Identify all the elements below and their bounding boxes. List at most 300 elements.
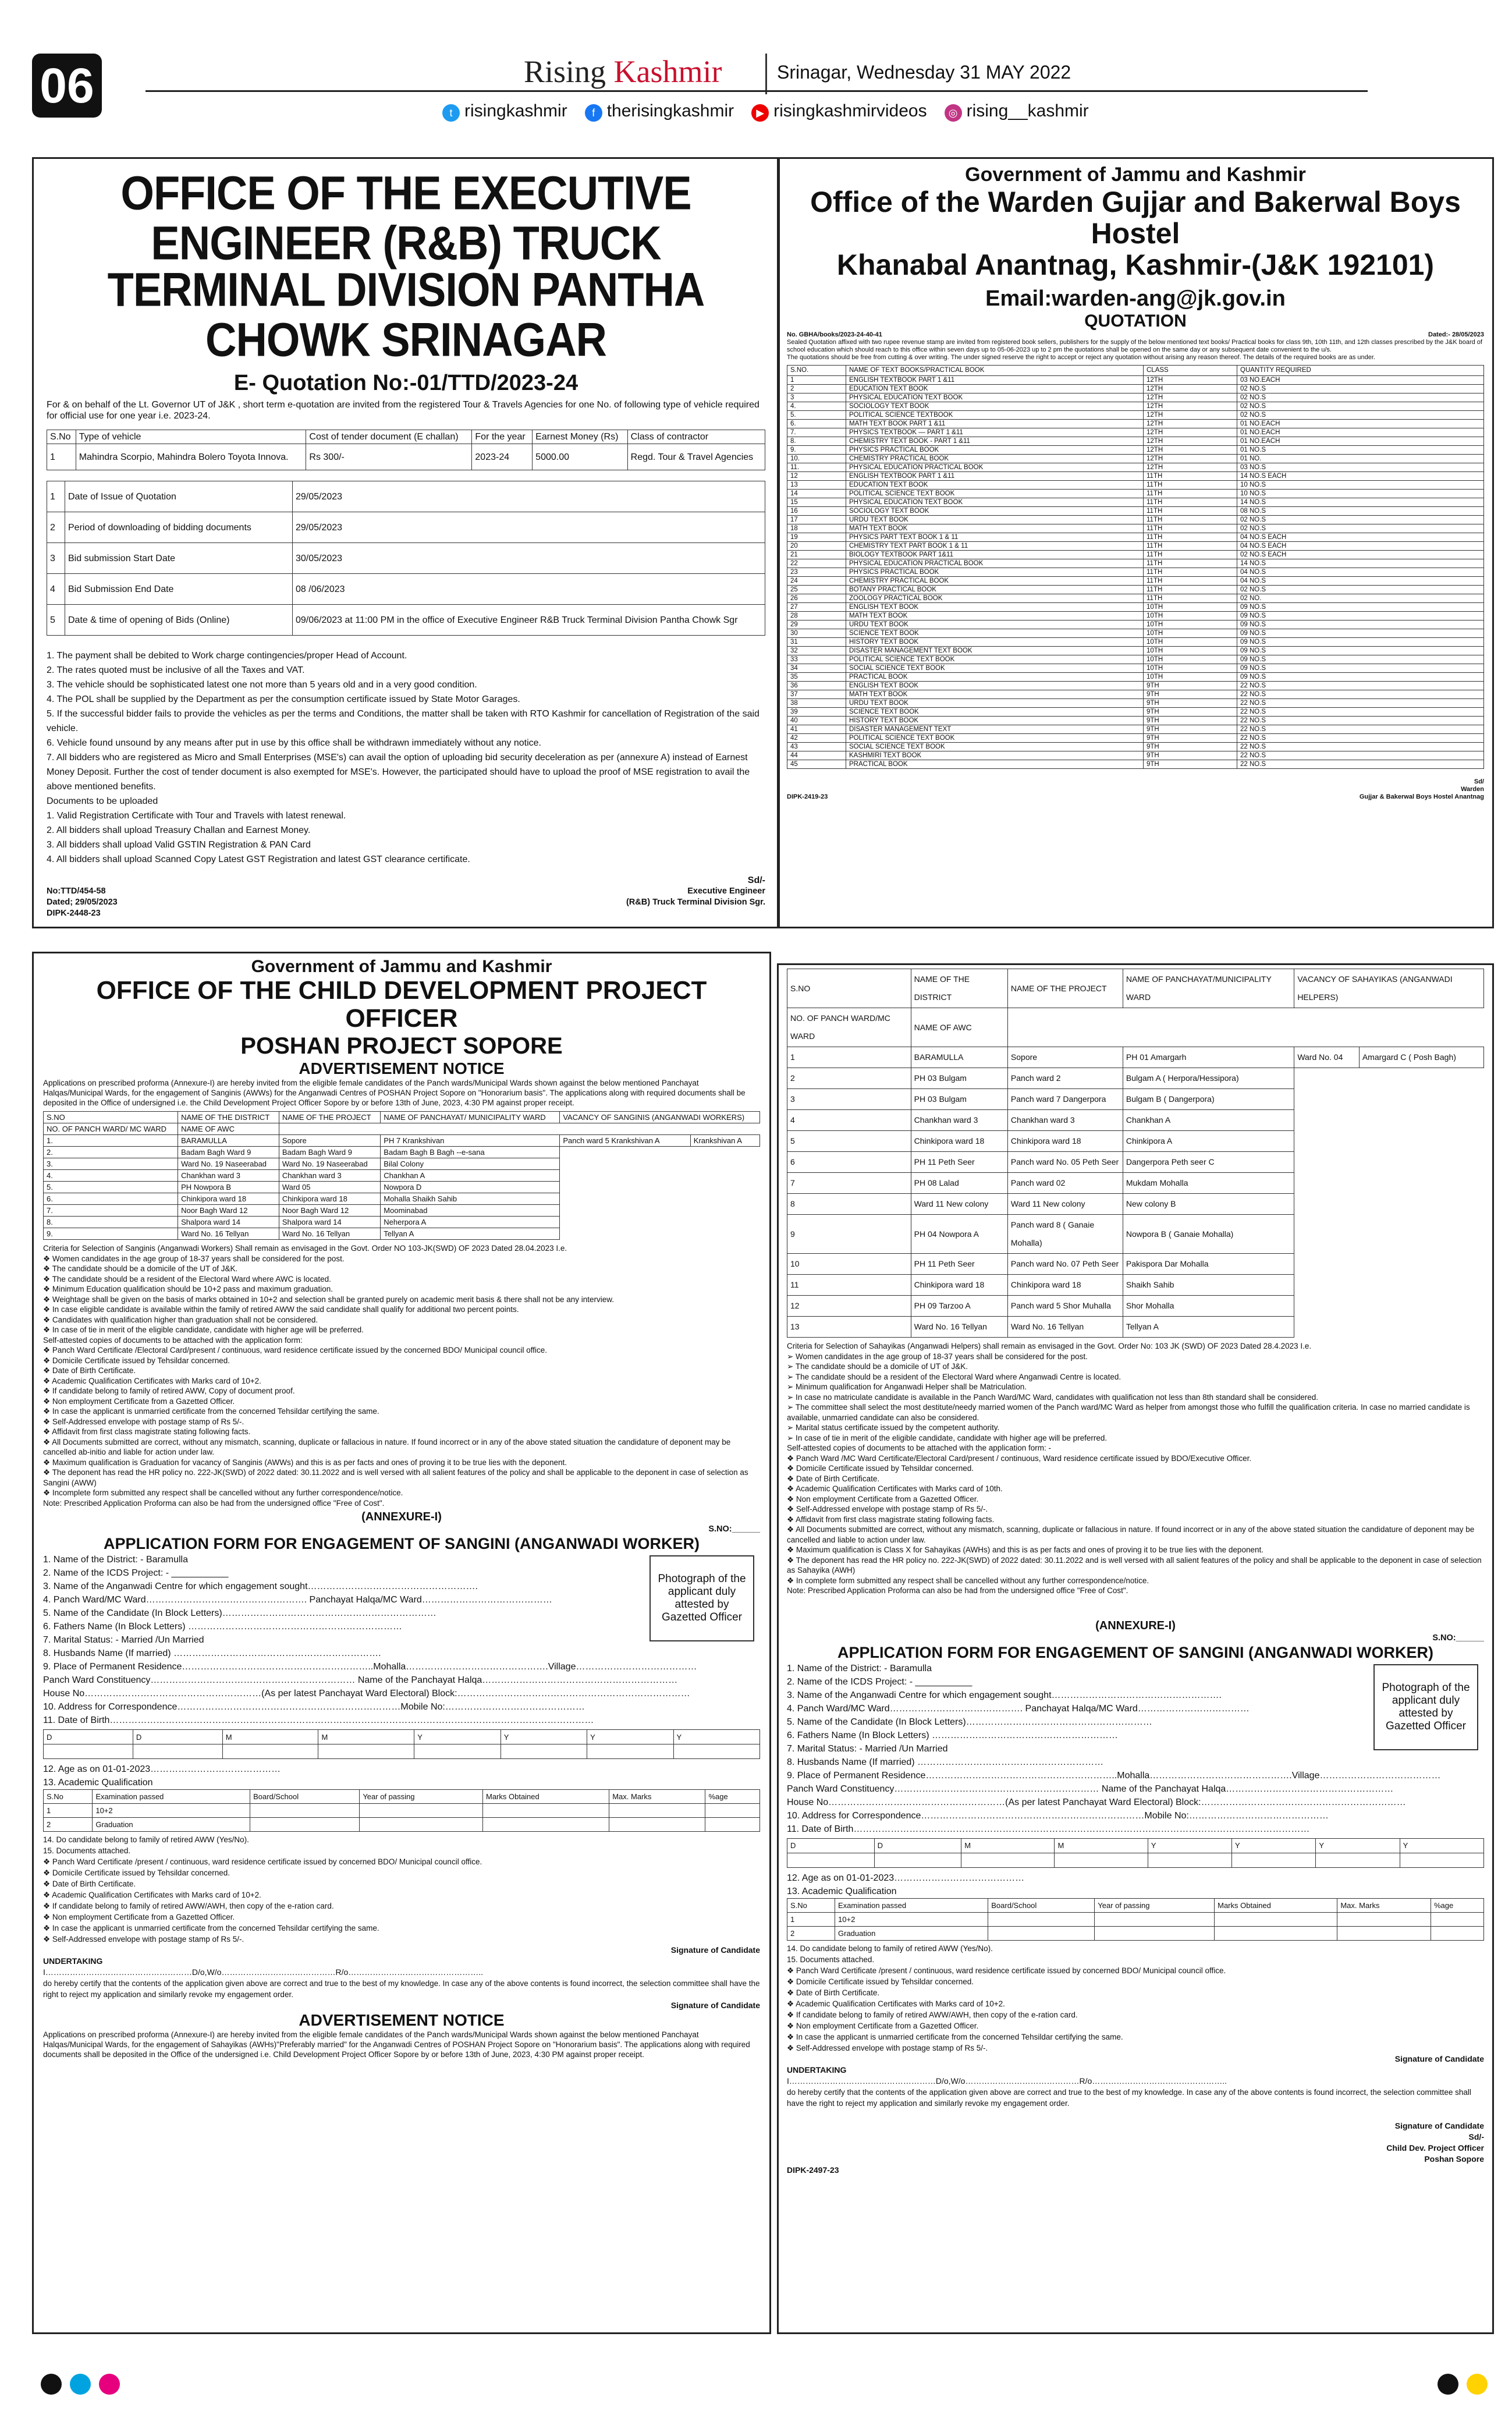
ad2-book-cell: 12TH <box>1144 385 1237 393</box>
registration-mark <box>41 2374 62 2395</box>
table-row <box>787 682 1484 690</box>
table-row <box>787 393 1484 402</box>
table-row <box>787 437 1484 446</box>
ad2-book-cell: 12TH <box>1144 446 1237 455</box>
ad4-criterion: ➢ Women candidates in the age group of 18-37 years shall be considered for the post. <box>787 1352 1088 1361</box>
table-row <box>787 664 1484 673</box>
dob-input-cell[interactable] <box>222 1744 318 1759</box>
ad2-book-cell: 02 NO.S <box>1237 524 1484 533</box>
ad-cdpo-sahayika <box>777 963 1494 2334</box>
table-row <box>787 1152 1484 1173</box>
ad4-form-line2: ❖ If candidate belong to family of retired AWW/AWH, then copy of the e-ration card. <box>787 2010 1078 2019</box>
vac-cell: Mohalla Shaikh Sahib <box>381 1193 560 1205</box>
ad2-book-cell: 9TH <box>1144 725 1237 734</box>
social-facebook[interactable]: f therisingkashmir <box>585 101 734 122</box>
social-instagram[interactable]: ◎ rising__kashmir <box>945 101 1089 122</box>
ad1-schedule-cell: 08 /06/2023 <box>293 574 765 605</box>
vac-header: S.NO <box>44 1112 178 1123</box>
dob-cell[interactable]: Y <box>673 1730 759 1744</box>
ad1-dated: Dated; 29/05/2023 <box>47 898 118 907</box>
vac-cell: Chinkipora A <box>1123 1131 1294 1152</box>
vac-project: Sopore <box>1007 1047 1123 1068</box>
ad2-book-cell: 24 <box>787 577 846 586</box>
qual-header: Year of passing <box>360 1790 483 1804</box>
ad3-qual-title: 13. Academic Qualification <box>43 1778 153 1788</box>
vac-cell: 6 <box>787 1152 911 1173</box>
ad3-form-title: APPLICATION FORM FOR ENGAGEMENT OF SANGINI (ANGANWADI WORKER) <box>104 1535 700 1552</box>
ad1-vehicle-cell: 2023-24 <box>472 444 533 470</box>
vac-cell: Bilal Colony <box>381 1158 560 1170</box>
ad2-book-cell: EDUCATION TEXT BOOK <box>846 481 1144 490</box>
ad3-form-line2: 15. Documents attached. <box>43 1846 131 1855</box>
qual-input-cell[interactable] <box>1095 1926 1215 1940</box>
ad3-criterion: ❖ The candidate should be a domicile of the UT of J&K. <box>43 1264 238 1273</box>
dob-cell[interactable]: M <box>222 1730 318 1744</box>
qual-header: %age <box>705 1790 760 1804</box>
table-row <box>787 568 1484 577</box>
ad4-criterion: ❖ Self-Addressed envelope with postage stamp of Rs 5/-. <box>787 1505 988 1513</box>
ad2-book-cell: 44 <box>787 751 846 760</box>
qual-header: Year of passing <box>1095 1898 1215 1912</box>
table-row <box>44 1228 760 1240</box>
ad4-criterion: ➢ Minimum qualification for Anganwadi Helper shall be Matriculation. <box>787 1382 1027 1391</box>
qual-input-cell[interactable] <box>705 1804 760 1818</box>
ad4-criterion: ➢ In case no matriculate candidate is available in the Panch Ward/MC Ward, candidates with qualification not less than 8th standard shall be considered. <box>787 1392 1319 1402</box>
qual-input-cell[interactable] <box>1215 1926 1337 1940</box>
ad1-title-line1: OFFICE OF THE EXECUTIVE ENGINEER (R&B) TRUCK <box>120 166 691 270</box>
ad2-warden: Warden <box>1461 786 1484 793</box>
qual-cell: 1 <box>44 1804 93 1818</box>
dob-input-cell[interactable] <box>961 1853 1055 1867</box>
ad2-book-cell: ENGLISH TEXTBOOK PART 1 &11 <box>846 376 1144 385</box>
ad3-criterion: Note: Prescribed Application Proforma can also be had from the undersigned office "Free of Cost". <box>43 1498 385 1508</box>
twitter-icon: t <box>442 104 460 122</box>
ad2-book-cell: 09 NO.S <box>1237 603 1484 612</box>
vac-cell: Badam Bagh B Bagh --e-sana <box>381 1147 560 1158</box>
ad3-form-line2: ❖ Panch Ward Certificate /present / continuous, ward residence certificate issued by concerned BDO/ Municipal council office. <box>43 1857 482 1866</box>
table-row <box>787 594 1484 603</box>
ad2-book-cell: 02 NO.S <box>1237 586 1484 594</box>
vac-cell: 8 <box>787 1194 911 1215</box>
dob-cell[interactable]: M <box>318 1730 414 1744</box>
dob-input-cell[interactable] <box>1232 1853 1316 1867</box>
dob-input-cell[interactable] <box>787 1853 875 1867</box>
table-row <box>44 1818 760 1832</box>
dob-input-cell[interactable] <box>1055 1853 1148 1867</box>
vac-cell: 9. <box>44 1228 178 1240</box>
ad1-signatory: Executive Engineer <box>687 887 765 896</box>
ad4-form-line: 8. Husbands Name (If married) …………………………………………………… <box>787 1757 1104 1767</box>
ad2-book-cell: 03 NO.EACH <box>1237 376 1484 385</box>
vac-cell: Chinkipora ward 18 <box>1007 1131 1123 1152</box>
ad1-title-line2: TERMINAL DIVISION PANTHA CHOWK SRINAGAR <box>107 263 705 366</box>
ad4-form-line2: ❖ Academic Qualification Certificates with Marks card of 10+2. <box>787 1999 1005 2008</box>
dob-cell[interactable]: Y <box>1316 1838 1400 1853</box>
ad1-schedule-cell: 09/06/2023 at 11:00 PM in the office of Executive Engineer R&B Truck Terminal Division Pantha Chowk Sgr <box>293 605 765 636</box>
vac-cell: PH 09 Tarzoo A <box>911 1296 1007 1317</box>
ad3-photo-box: Photograph of the applicant duly attested by Gazetted Officer <box>649 1555 754 1641</box>
vac-cell: Pakispora Dar Mohalla <box>1123 1254 1294 1275</box>
table-row <box>787 717 1484 725</box>
ad4-form-line: 7. Marital Status: - Married /Un Married <box>787 1743 948 1754</box>
ad2-book-cell: 10TH <box>1144 673 1237 682</box>
ad2-hostel: Gujjar & Bakerwal Boys Hostel Anantnag <box>1359 793 1484 800</box>
vac-cell: Chinkipora ward 18 <box>1007 1275 1123 1296</box>
dob-input-cell[interactable] <box>673 1744 759 1759</box>
ad1-schedule-row <box>47 605 765 636</box>
ad2-book-cell: 17 <box>787 516 846 524</box>
ad2-book-cell: 13 <box>787 481 846 490</box>
dob-cell[interactable]: Y <box>1400 1838 1483 1853</box>
ad2-book-cell: 3 <box>787 393 846 402</box>
qual-input-cell[interactable] <box>1095 1912 1215 1926</box>
ad4-dob-table <box>787 1838 1484 1868</box>
dob-input-cell[interactable] <box>1148 1853 1231 1867</box>
ad2-book-cell: URDU TEXT BOOK <box>846 620 1144 629</box>
dob-input-cell[interactable] <box>1316 1853 1400 1867</box>
dateline: Srinagar, Wednesday 31 MAY 2022 <box>777 62 1071 83</box>
ad3-form-line: 11. Date of Birth………………………………………………………………………………………………………………………………………… <box>43 1715 594 1725</box>
ad2-book-cell: 5. <box>787 411 846 420</box>
table-row <box>787 673 1484 682</box>
ad1-conditions <box>47 648 765 867</box>
vac-cell: Krankshivan A <box>690 1135 759 1147</box>
vac-cell: 3. <box>44 1158 178 1170</box>
ad2-book-cell: 9TH <box>1144 751 1237 760</box>
ad2-book-cell: PHYSICAL EDUCATION PRACTICAL BOOK <box>846 559 1144 568</box>
ad3-form-line: 2. Name of the ICDS Project: - ___________ <box>43 1568 229 1578</box>
dob-cell[interactable]: D <box>133 1730 222 1744</box>
ad2-book-cell: 02 NO.S <box>1237 411 1484 420</box>
ad4-form-title: APPLICATION FORM FOR ENGAGEMENT OF SANGINI (ANGANWADI WORKER) <box>837 1643 1433 1661</box>
vac-cell: Ward No. 19 Naseerabad <box>178 1158 279 1170</box>
qual-input-cell[interactable] <box>360 1818 483 1832</box>
dob-input-cell[interactable] <box>44 1744 133 1759</box>
social-youtube[interactable]: ▶ risingkashmirvideos <box>751 101 927 122</box>
ad1-schedule-cell: 29/05/2023 <box>293 512 765 543</box>
vac-cell: Bulgam A ( Herpora/Hessipora) <box>1123 1068 1294 1089</box>
vac-cell: 9 <box>787 1215 911 1254</box>
qual-input-cell[interactable] <box>1337 1926 1431 1940</box>
vac-header: VACANCY OF SAHAYIKAS (ANGANWADI HELPERS) <box>1294 969 1484 1008</box>
ad2-book-cell: 12 <box>787 472 846 481</box>
social-twitter[interactable]: t risingkashmir <box>442 101 567 122</box>
ad2-book-cell: 22 NO.S <box>1237 717 1484 725</box>
ad3-criterion: ❖ Affidavit from first class magistrate stating following facts. <box>43 1427 251 1436</box>
ad3-title-line2: POSHAN PROJECT SOPORE <box>240 1033 563 1059</box>
ad4-sno: S.NO:______ <box>1432 1633 1484 1643</box>
ad4-form-line: 3. Name of the Anganwadi Centre for which engagement sought………………………………………………. <box>787 1690 1222 1700</box>
ad2-book-cell: MATH TEXT BOOK <box>846 524 1144 533</box>
ad2-book-cell: 9TH <box>1144 760 1237 769</box>
ad2-book-cell: 12TH <box>1144 402 1237 411</box>
vac-cell: PH 7 Krankshivan <box>381 1135 560 1147</box>
ad2-book-cell: 01 NO.EACH <box>1237 420 1484 428</box>
ad2-sd: Sd/ <box>1474 778 1484 785</box>
vac-cell: Tellyan A <box>381 1228 560 1240</box>
ad2-book-cell: 04 NO.S EACH <box>1237 542 1484 551</box>
ad2-book-cell: 9TH <box>1144 690 1237 699</box>
ad2-book-cell: 10. <box>787 455 846 463</box>
ad3-criterion: ❖ Domicile Certificate issued by Tehsildar concerned. <box>43 1356 230 1365</box>
ad2-book-cell: 10TH <box>1144 647 1237 655</box>
ad3-criterion: ❖ In case of tie in merit of the eligible candidate, candidate with higher age will be preferred. <box>43 1325 364 1334</box>
ad2-book-cell: 36 <box>787 682 846 690</box>
table-row <box>44 1147 760 1158</box>
ad1-schedule-cell: Date & time of opening of Bids (Online) <box>65 605 293 636</box>
ad1-condition: 4. All bidders shall upload Scanned Copy Latest GST Registration and latest GST clearance certificate. <box>47 854 470 864</box>
qual-input-cell[interactable] <box>1431 1926 1484 1940</box>
ad3-age: 12. Age as on 01-01-2023…………………………………… <box>43 1764 281 1774</box>
ad3-criterion: ❖ The deponent has read the HR policy no. 222-JK(SWD) of 2022 dated: 30.11.2022 and is well versed with all salient features of the policy and shall be applicable to the deponent in case of selection as Sangini (AWW) <box>43 1468 748 1487</box>
ad3-signature-candidate: Signature of Candidate <box>670 1945 760 1955</box>
ad2-book-cell: KASHMIRI TEXT BOOK <box>846 751 1144 760</box>
dob-cell[interactable]: D <box>787 1838 875 1853</box>
ad2-book-cell: 11TH <box>1144 498 1237 507</box>
ad4-criterion: ❖ Academic Qualification Certificates with Marks card of 10th. <box>787 1484 1003 1493</box>
ad1-schedule-cell: Bid submission Start Date <box>65 543 293 574</box>
ad2-book-cell: 10TH <box>1144 603 1237 612</box>
vac-project: Sopore <box>279 1135 380 1147</box>
ad3-signature-candidate2: Signature of Candidate <box>670 2001 760 2010</box>
ad1-intro: For & on behalf of the Lt. Governor UT of J&K , short term e-quotation are invited from the registered Tour & Travels Agencies for one No. of following type of vehicle required for official use for one year i.e. 2023-24. <box>47 400 759 421</box>
ad2-book-cell: 10TH <box>1144 664 1237 673</box>
table-row <box>44 1217 760 1228</box>
ad2-book-cell: 01 NO.EACH <box>1237 428 1484 437</box>
vac-cell: 2 <box>787 1068 911 1089</box>
vac-cell: Chankhan ward 3 <box>1007 1110 1123 1131</box>
vac-header: NO. OF PANCH WARD/ MC WARD <box>44 1123 178 1135</box>
instagram-icon: ◎ <box>945 104 962 122</box>
dob-cell[interactable]: M <box>1055 1838 1148 1853</box>
ad3-criterion: ❖ Date of Birth Certificate. <box>43 1366 136 1375</box>
qual-input-cell[interactable] <box>1215 1912 1337 1926</box>
ad2-book-cell: 02 NO.S <box>1237 393 1484 402</box>
table-row <box>787 551 1484 559</box>
ad3-sno: S.NO:______ <box>708 1524 760 1534</box>
header-rule <box>145 90 1368 92</box>
ad3-criterion: ❖ Self-Addressed envelope with postage stamp of Rs 5/-. <box>43 1417 244 1426</box>
ad2-book-cell: SOCIAL SCIENCE TEXT BOOK <box>846 743 1144 751</box>
ad2-book-cell: DISASTER MANAGEMENT TEXT BOOK <box>846 647 1144 655</box>
vac-cell: Panch ward No. 05 Peth Seer <box>1007 1152 1123 1173</box>
qual-cell: 10+2 <box>93 1804 250 1818</box>
ad2-book-cell: 14 <box>787 490 846 498</box>
ad2-book-cell: 02 NO.S <box>1237 516 1484 524</box>
ad4-form-line: 9. Place of Permanent Residence……………………………………………………..Mohalla……………………………………….Village………………………………… <box>787 1770 1441 1781</box>
ad2-book-cell: 11TH <box>1144 472 1237 481</box>
ad4-undertaking: UNDERTAKING <box>787 2065 847 2075</box>
ad2-header-cell: CLASS <box>1144 366 1237 376</box>
dob-cell[interactable]: Y <box>414 1730 501 1744</box>
ad2-book-cell: 09 NO.S <box>1237 629 1484 638</box>
qual-cell: 2 <box>44 1818 93 1832</box>
vac-cell: Ward No. 19 Naseerabad <box>279 1158 380 1170</box>
ad1-vehicle-header: Earnest Money (Rs) <box>533 430 628 444</box>
table-row <box>787 490 1484 498</box>
vac-cell: PH 03 Bulgam <box>911 1068 1007 1089</box>
qual-header: Marks Obtained <box>1215 1898 1337 1912</box>
ad4-criterion: ❖ All Documents submitted are correct, without any mismatch, scanning, duplicate or fallacious in nature. If found incorrect or in any of the above stated situation the candidature of deponent may be cancelled and liable to action under law. <box>787 1525 1475 1544</box>
ad2-book-cell: 21 <box>787 551 846 559</box>
vac-cell: 3 <box>787 1089 911 1110</box>
ad2-book-cell: 9TH <box>1144 717 1237 725</box>
ad2-book-cell: PRACTICAL BOOK <box>846 673 1144 682</box>
ad4-form-line: 10. Address for Correspondence………………………………………………………………Mobile No:……………………………………… <box>787 1810 1329 1821</box>
ad2-book-cell: PRACTICAL BOOK <box>846 760 1144 769</box>
ad2-book-cell: 22 NO.S <box>1237 734 1484 743</box>
vac-cell: PH 11 Peth Seer <box>911 1254 1007 1275</box>
ad4-annexure: (ANNEXURE-I) <box>1095 1619 1176 1632</box>
ad3-title-line1: OFFICE OF THE CHILD DEVELOPMENT PROJECT OFFICER <box>96 976 707 1033</box>
qual-cell: Graduation <box>93 1818 250 1832</box>
ad1-vehicle-header: Class of contractor <box>627 430 765 444</box>
ad3-gov: Government of Jammu and Kashmir <box>251 957 552 976</box>
table-row <box>787 507 1484 516</box>
ad1-schedule-cell: 5 <box>47 605 65 636</box>
ad1-vehicle-cell: 5000.00 <box>533 444 628 470</box>
dob-cell[interactable]: M <box>961 1838 1055 1853</box>
ad2-book-cell: 20 <box>787 542 846 551</box>
ad2-book-cell: 09 NO.S <box>1237 655 1484 664</box>
ad2-book-cell: ZOOLOGY PRACTICAL BOOK <box>846 594 1144 603</box>
ad1-signatory-office: (R&B) Truck Terminal Division Sgr. <box>626 898 765 907</box>
table-row <box>787 463 1484 472</box>
vac-cell: Badam Bagh Ward 9 <box>178 1147 279 1158</box>
qual-input-cell[interactable] <box>988 1926 1095 1940</box>
table-row <box>787 1068 1484 1089</box>
ad2-book-cell: DISASTER MANAGEMENT TEXT <box>846 725 1144 734</box>
ad2-book-cell: HISTORY TEXT BOOK <box>846 638 1144 647</box>
ad2-book-cell: 6. <box>787 420 846 428</box>
ad3-criterion: ❖ In case the applicant is unmarried certificate from the concerned Tehsildar certifying the same. <box>43 1407 379 1416</box>
vac-cell: 10 <box>787 1254 911 1275</box>
dob-input-cell[interactable] <box>501 1744 587 1759</box>
table-row <box>44 1135 760 1147</box>
ad3-form-line2: ❖ If candidate belong to family of retired AWW/AWH, then copy of the e-ration card. <box>43 1902 334 1910</box>
ad3-criterion: Criteria for Selection of Sanginis (Anganwadi Workers) Shall remain as envisaged in the Govt. Order NO 103-JK(SWD) OF 2023 Dated 28.04.2023 I.e. <box>43 1244 567 1253</box>
masthead <box>524 54 722 90</box>
dob-input-cell[interactable] <box>414 1744 501 1759</box>
table-row <box>787 743 1484 751</box>
ad4-criterion: Note: Prescribed Application Proforma can also be had from the undersigned office "Free of Cost". <box>787 1586 1128 1595</box>
ad2-book-cell: 9. <box>787 446 846 455</box>
dob-cell[interactable]: Y <box>501 1730 587 1744</box>
ad1-condition: 1. The payment shall be debited to Work charge contingencies/proper Head of Account. <box>47 651 407 661</box>
ad2-book-cell: 9TH <box>1144 734 1237 743</box>
dob-cell[interactable]: D <box>874 1838 961 1853</box>
dob-input-cell[interactable] <box>874 1853 961 1867</box>
table-row <box>787 1194 1484 1215</box>
ad2-book-cell: PHYSICAL EDUCATION PRACTICAL BOOK <box>846 463 1144 472</box>
ad1-ref-no: No:TTD/454-58 <box>47 887 106 896</box>
table-row <box>787 629 1484 638</box>
ad4-undertaking-text: do hereby certify that the contents of the application given above are correct and true to the best of my knowledge. In case any of the above contents is found incorrect, the selection committee shall have the right to reject my application and similarly revoke my engagement order. <box>787 2087 1471 2108</box>
table-row <box>787 638 1484 647</box>
ad1-condition: 6. Vehicle found unsound by any means after put in use by this office shall be withdrawn immediately without any notice. <box>47 738 541 748</box>
ad2-book-cell: 12TH <box>1144 463 1237 472</box>
qual-input-cell[interactable] <box>609 1818 705 1832</box>
ad2-book-cell: 02 NO.S <box>1237 402 1484 411</box>
ad3-criterion: ❖ Incomplete form submitted any respect shall be cancelled without any further correspondence/notice. <box>43 1488 403 1497</box>
ad2-book-cell: URDU TEXT BOOK <box>846 699 1144 708</box>
ad4-qual-table <box>787 1898 1484 1941</box>
vac-cell: 6. <box>44 1193 178 1205</box>
qual-input-cell[interactable] <box>609 1804 705 1818</box>
dob-cell[interactable]: Y <box>1148 1838 1231 1853</box>
ad2-book-cell: 11TH <box>1144 568 1237 577</box>
ad1-condition: 2. The rates quoted must be inclusive of all the Taxes and VAT. <box>47 665 305 675</box>
vac-header: VACANCY OF SANGINIS (ANGANWADI WORKERS) <box>560 1112 760 1123</box>
vac-cell: Moominabad <box>381 1205 560 1217</box>
ad2-book-cell: 22 NO.S <box>1237 725 1484 734</box>
dob-input-cell[interactable] <box>587 1744 673 1759</box>
ad2-no: No. GBHA/books/2023-24-40-41 <box>787 331 882 338</box>
ad1-schedule-cell: 3 <box>47 543 65 574</box>
table-row <box>787 577 1484 586</box>
dob-cell[interactable]: Y <box>1232 1838 1316 1853</box>
vac-cell: Panch ward No. 07 Peth Seer <box>1007 1254 1123 1275</box>
vac-cell: 2. <box>44 1147 178 1158</box>
ad3-form-line: 3. Name of the Anganwadi Centre for which engagement sought………………………………………………. <box>43 1581 478 1591</box>
ad4-form-lines2 <box>787 1943 1484 2054</box>
ad2-book-cell: 10 NO.S <box>1237 481 1484 490</box>
ad2-book-cell: 22 NO.S <box>1237 708 1484 717</box>
vac-cell: 5. <box>44 1182 178 1193</box>
qual-input-cell[interactable] <box>1337 1912 1431 1926</box>
vac-cell: Amargard C ( Posh Bagh) <box>1359 1047 1483 1068</box>
ad2-book-cell: 1 <box>787 376 846 385</box>
table-row <box>44 1804 760 1818</box>
vac-header: S.NO <box>787 969 911 1008</box>
ad1-condition: Documents to be uploaded <box>47 796 158 806</box>
dob-input-cell[interactable] <box>133 1744 222 1759</box>
table-row <box>787 1912 1484 1926</box>
dob-input-cell[interactable] <box>1400 1853 1483 1867</box>
ad2-book-cell: SCIENCE TEXT BOOK <box>846 708 1144 717</box>
qual-input-cell[interactable] <box>250 1804 360 1818</box>
ad1-vehicle-cell: 1 <box>47 444 76 470</box>
ad3-criterion: ❖ Maximum qualification is Graduation for vacancy of Sanginis (AWWs) and this is as per facts and ones of proving it to be true lies with the deponent. <box>43 1458 567 1467</box>
qual-input-cell[interactable] <box>705 1818 760 1832</box>
ad2-book-cell: 11TH <box>1144 594 1237 603</box>
qual-input-cell[interactable] <box>482 1804 609 1818</box>
dob-input-cell[interactable] <box>318 1744 414 1759</box>
vac-header: NAME OF THE PROJECT <box>279 1112 380 1123</box>
dob-cell[interactable]: Y <box>587 1730 673 1744</box>
table-row <box>787 655 1484 664</box>
qual-input-cell[interactable] <box>360 1804 483 1818</box>
qual-input-cell[interactable] <box>482 1818 609 1832</box>
ad2-book-cell: 35 <box>787 673 846 682</box>
ad4-form-line: Panch Ward Constituency………………………………………………………… Name of the Panchayat Halqa……………………………………………… <box>787 1783 1394 1794</box>
ad3-form-line: 8. Husbands Name (If married) …………………………………………………………. <box>43 1648 381 1658</box>
ad2-book-cell: PHYSICAL EDUCATION TEXT BOOK <box>846 393 1144 402</box>
dob-cell[interactable]: D <box>44 1730 133 1744</box>
ad4-criterion: ➢ The candidate should be a domicile of UT of J&K. <box>787 1362 968 1371</box>
vac-header: NAME OF THE DISTRICT <box>178 1112 279 1123</box>
qual-input-cell[interactable] <box>988 1912 1095 1926</box>
qual-input-cell[interactable] <box>250 1818 360 1832</box>
ad4-form-line2: ❖ Domicile Certificate issued by Tehsildar concerned. <box>787 1977 974 1986</box>
vac-cell: 1 <box>787 1047 911 1068</box>
qual-input-cell[interactable] <box>1431 1912 1484 1926</box>
ad2-book-cell: 9TH <box>1144 682 1237 690</box>
table-row <box>787 690 1484 699</box>
vac-cell: Badam Bagh Ward 9 <box>279 1147 380 1158</box>
ad2-book-cell: 04 NO.S EACH <box>1237 533 1484 542</box>
ad-truck-terminal <box>32 157 780 928</box>
